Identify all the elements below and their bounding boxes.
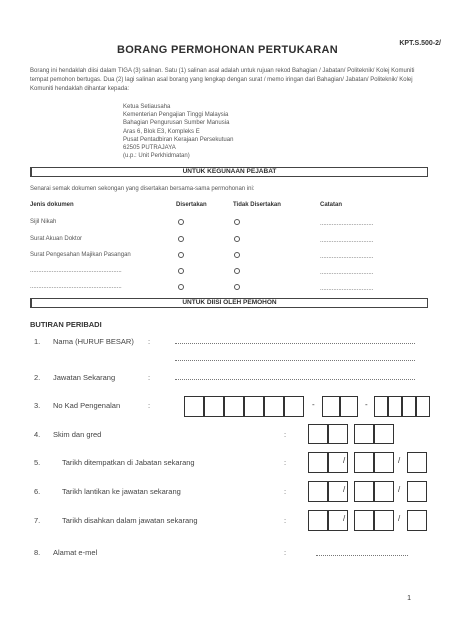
date-slash: /: [343, 485, 346, 494]
field-colon: :: [284, 516, 287, 525]
checklist-doc: Surat Pengesahan Majikan Pasangan: [30, 252, 131, 258]
col-included: Disertakan: [176, 202, 207, 208]
not-included-radio[interactable]: [234, 219, 240, 225]
name-input-line-1[interactable]: [175, 343, 415, 344]
not-included-radio[interactable]: [234, 268, 240, 274]
included-radio[interactable]: [178, 268, 184, 274]
ic-digit-box[interactable]: [264, 396, 284, 417]
ic-digit-box[interactable]: [322, 396, 340, 417]
address-line: Kementerian Pengajian Tinggi Malaysia: [123, 112, 229, 119]
field-label-ic: No Kad Pengenalan: [53, 401, 121, 410]
field-number: 7.: [34, 516, 41, 525]
field-colon: :: [284, 487, 287, 496]
not-included-radio[interactable]: [234, 236, 240, 242]
field-label-email: Alamat e-mel: [53, 548, 98, 557]
year-box[interactable]: [407, 510, 427, 531]
ic-digit-box[interactable]: [388, 396, 402, 417]
year-box[interactable]: [407, 452, 427, 473]
email-input-line[interactable]: [316, 555, 408, 556]
field-number: 4.: [34, 430, 41, 439]
field-label-placement-date: Tarikh ditempatkan di Jabatan sekarang: [62, 458, 195, 467]
date-slash: /: [343, 456, 346, 465]
field-colon: :: [148, 373, 151, 382]
grade-box[interactable]: [328, 424, 348, 444]
grade-box[interactable]: [308, 424, 328, 444]
ic-digit-box[interactable]: [244, 396, 264, 417]
field-colon: :: [148, 337, 151, 346]
field-colon: :: [284, 548, 287, 557]
date-slash: /: [398, 456, 401, 465]
month-box[interactable]: [374, 510, 394, 531]
page-number: 1: [407, 595, 411, 602]
month-box[interactable]: [354, 481, 374, 502]
month-box[interactable]: [374, 481, 394, 502]
ic-digit-box[interactable]: [184, 396, 204, 417]
not-included-radio[interactable]: [234, 284, 240, 290]
grade-box[interactable]: [354, 424, 374, 444]
field-label-grade: Skim dan gred: [53, 430, 102, 439]
field-label-position: Jawatan Sekarang: [53, 373, 116, 382]
field-colon: :: [284, 458, 287, 467]
checklist-doc: Sijil Nikah: [30, 219, 57, 225]
day-box[interactable]: [308, 481, 328, 502]
not-included-radio[interactable]: [234, 252, 240, 258]
date-slash: /: [398, 485, 401, 494]
address-line: Pusat Pentadbiran Kerajaan Persekutuan: [123, 136, 234, 143]
col-not-included: Tidak Disertakan: [233, 202, 281, 208]
included-radio[interactable]: [178, 252, 184, 258]
year-box[interactable]: [407, 481, 427, 502]
day-box[interactable]: [308, 452, 328, 473]
ic-digit-box[interactable]: [402, 396, 416, 417]
field-label-confirmation-date: Tarikh disahkan dalam jawatan sekarang: [62, 516, 198, 525]
checklist-note[interactable]: ................................: [320, 270, 374, 276]
field-number: 1.: [34, 337, 41, 346]
ic-digit-box[interactable]: [416, 396, 430, 417]
checklist-doc[interactable]: .......................................................: [30, 268, 122, 274]
ic-digit-box[interactable]: [340, 396, 358, 417]
field-number: 6.: [34, 487, 41, 496]
checklist-doc[interactable]: .......................................................: [30, 284, 122, 290]
grade-box[interactable]: [374, 424, 394, 444]
included-radio[interactable]: [178, 284, 184, 290]
address-line: Bahagian Pengurusan Sumber Manusia: [123, 120, 230, 127]
month-box[interactable]: [374, 452, 394, 473]
ic-digit-box[interactable]: [374, 396, 388, 417]
field-colon: :: [284, 430, 287, 439]
address-block: [123, 103, 233, 160]
included-radio[interactable]: [178, 219, 184, 225]
field-colon: :: [148, 401, 151, 410]
field-label-name: Nama (HURUF BESAR): [53, 337, 134, 346]
ic-digit-box[interactable]: [284, 396, 304, 417]
date-slash: /: [343, 514, 346, 523]
checklist-note[interactable]: ................................: [320, 286, 374, 292]
form-title: BORANG PERMOHONAN PERTUKARAN: [116, 44, 339, 56]
ic-dash: -: [365, 400, 368, 409]
office-use-bar: [30, 167, 428, 177]
form-code: KPT.S.500-2/: [399, 40, 441, 47]
checklist-doc: Surat Akuan Doktor: [30, 236, 83, 242]
applicant-bar: [30, 298, 428, 308]
ic-digit-box[interactable]: [224, 396, 244, 417]
included-radio[interactable]: [178, 236, 184, 242]
section-title: BUTIRAN PERIBADI: [30, 320, 102, 329]
month-box[interactable]: [354, 452, 374, 473]
checklist-note[interactable]: ................................: [320, 238, 374, 244]
address-line: 62505 PUTRAJAYA: [123, 145, 176, 152]
checklist-note[interactable]: ................................: [320, 221, 374, 227]
date-slash: /: [398, 514, 401, 523]
field-number: 8.: [34, 548, 41, 557]
day-box[interactable]: [308, 510, 328, 531]
address-line: (u.p.: Unit Perkhidmatan): [123, 153, 190, 160]
office-use-label: UNTUK KEGUNAAN PEJABAT: [182, 168, 277, 175]
field-number: 2.: [34, 373, 41, 382]
intro-text: Borang ini hendaklah diisi dalam TIGA (3) salinan. Satu (1) salinan asal adalah untuk rujuan rekod Bahagian / Jabatan/ Politeknik/ Kolej Komuniti tempat pemohon bertugas. Dua (2) lagi salinan asal borang yang lengkap dengan surat / memo iringan dari Bahagian/ Jabatan/ Politeknik/ Kolej Komuniti hendaklah dihantar kepada:: [30, 68, 415, 92]
checklist-instruction: Senarai semak dokumen sekongan yang disertakan bersama-sama permohonan ini:: [30, 186, 255, 192]
field-label-appointment-date: Tarikh lantikan ke jawatan sekarang: [62, 487, 181, 496]
ic-digit-box[interactable]: [204, 396, 224, 417]
address-line: Ketua Setiausaha: [123, 104, 171, 110]
address-line: Aras 6, Blok E3, Kompleks E: [123, 128, 200, 135]
applicant-bar-label: UNTUK DIISI OLEH PEMOHON: [182, 299, 277, 306]
position-input-line[interactable]: [175, 379, 415, 380]
checklist-note[interactable]: ................................: [320, 254, 374, 260]
col-notes: Catatan: [320, 202, 343, 208]
ic-dash: -: [312, 400, 315, 409]
month-box[interactable]: [354, 510, 374, 531]
field-number: 3.: [34, 401, 41, 410]
field-number: 5.: [34, 458, 41, 467]
col-document: Jenis dokumen: [30, 202, 74, 208]
name-input-line-2[interactable]: [175, 360, 415, 361]
